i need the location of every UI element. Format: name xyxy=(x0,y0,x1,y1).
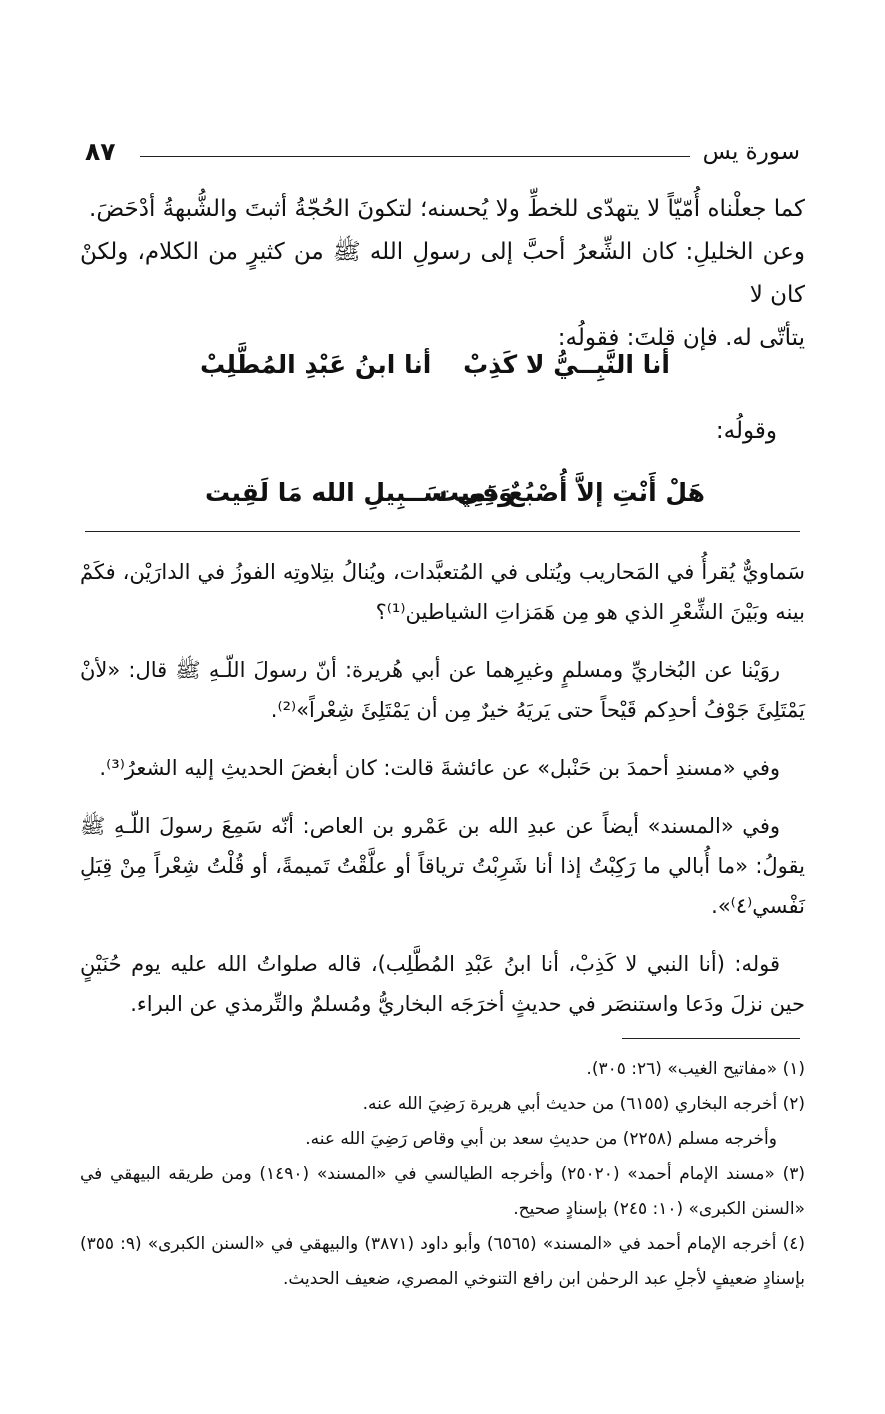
commentary-paragraph: قوله: (أنا النبي لا كَذِبْ، أنا ابنُ عَبْدِ المُطَّلِب)، قاله صلواتُ الله عليه يوم حُنَيْنٍ حين نزلَ ودَعا واستنصَر في حديثٍ أخرَجَه البخاريُّ ومُسلمٌ والتِّرمذي عن البراء. xyxy=(80,952,805,1016)
page-number: ٨٧ xyxy=(85,137,116,166)
footnote: (٣) «مسند الإمام أحمد» (٢٥٠٢٠) وأخرجه الطيالسي في «المسند» (١٤٩٠) ومن طريقه البيهقي في «السنن الكبرى» (١٠: ٢٤٥) بإسنادٍ صحيح. xyxy=(80,1164,805,1219)
tafsir-line: وعن الخليلِ: كان الشِّعرُ أحبَّ إلى رسولِ الله ﷺ من كثيرٍ من الكلام، ولكنْ كان لا xyxy=(80,239,805,308)
commentary-paragraph: وفي «مسندِ أحمدَ بن حَنْبل» عن عائشةَ قالت: كان أبغضَ الحديثِ إليه الشعرُ⁽³⁾. xyxy=(99,756,780,780)
footnote: (٤) أخرجه الإمام أحمد في «المسند» (٦٥٦٥) وأبو داود (٣٨٧١) والبيهقي في «السنن الكبرى» (٩: ٣٥٥) بإسنادٍ ضعيفٍ لأجلِ عبد الرحمٰن ابن رافع التنوخي المصري، ضعيف الحديث. xyxy=(80,1234,806,1289)
tafsir-text xyxy=(80,188,805,360)
verse-hemistich: أنا ابنُ عَبْدِ المُطَّلِبْ xyxy=(200,350,432,379)
commentary-paragraph: سَماويٌّ يُقرأُ في المَحاريب ويُتلى في المُتعبَّدات، ويُنالُ بتِلاوتِه الفوزُ في الدارَيْن، فكَمْ بينه وبَيْنَ الشِّعْرِ الذي هو مِن هَمَزاتِ الشياطين⁽¹⁾؟ xyxy=(80,560,805,624)
commentary-text xyxy=(80,552,805,1042)
footnote: (١) «مفاتيح الغيب» (٢٦: ٣٠٥). xyxy=(586,1059,805,1079)
verse-hemistich: وَفِي سَــبِيلِ الله مَا لَقِيت xyxy=(205,478,514,507)
verse-intro: وقولُه: xyxy=(715,418,777,444)
verse-hemistich: أنا النَّبِــيُّ لا كَذِبْ xyxy=(463,350,670,379)
verse-line-2 xyxy=(205,478,705,518)
verse-hemistich: هَلْ أَنْتِ إلاَّ أُصْبُعٌ دَمِيت xyxy=(433,478,705,507)
footnote: (٢) أخرجه البخاري (٦١٥٥) من حديث أبي هريرة رَضِيَ الله عنه. xyxy=(362,1094,805,1114)
tafsir-line: يتأتّى له. فإن قلتَ: فقولُه: xyxy=(557,325,805,351)
footnotes xyxy=(80,1052,805,1297)
running-title: سورة يس xyxy=(702,139,800,165)
tafsir-line: كما جعلْناه أُمّيّاً لا يتهدّى للخطِّ ولا يُحسنه؛ لتكونَ الحُجّةُ أثبتَ والشُّبهةُ أدْحَضَ. xyxy=(89,196,805,222)
section-divider xyxy=(85,531,800,532)
commentary-paragraph: وفي «المسند» أيضاً عن عبدِ الله بن عَمْرو بن العاص: أنّه سَمِعَ رسولَ اللّـهِ ﷺ يقولُ: «ما أُبالي ما رَكِبْتُ إذا أنا شَرِبْتُ ترياقاً أو علَّقْتُ تَميمةً، أو قُلْتُ شِعْراً مِنْ قِبَلِ نَفْسي⁽٤⁾». xyxy=(80,814,805,918)
header-rule xyxy=(140,156,690,157)
verse-line-1 xyxy=(200,350,670,390)
page-header xyxy=(85,137,800,177)
commentary-paragraph: روَيْنا عن البُخاريِّ ومسلمٍ وغيرِهما عن أبي هُريرة: أنّ رسولَ اللّـهِ ﷺ قال: «لأنْ يَمْتَلِئَ جَوْفُ أحدِكم قَيْحاً حتى يَريَهُ خيرٌ مِن أن يَمْتَلِئَ شِعْراً»⁽²⁾. xyxy=(80,658,805,722)
footnote-continuation: وأخرجه مسلم (٢٢٥٨) من حديثِ سعد بن أبي وقاص رَضِيَ الله عنه. xyxy=(305,1129,777,1149)
footnote-divider xyxy=(622,1038,800,1039)
